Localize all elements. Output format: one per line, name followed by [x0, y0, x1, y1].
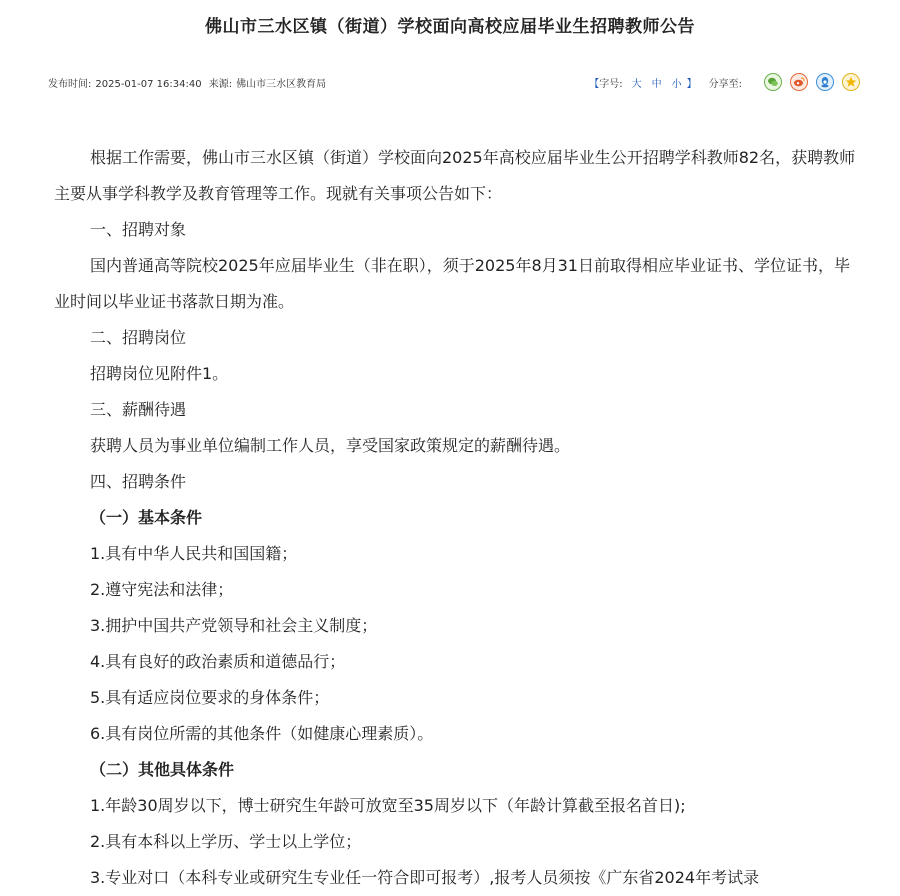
font-size-control — [589, 75, 696, 90]
list-item: 2.具有本科以上学历、学士以上学位； — [90, 832, 362, 851]
article-title: 佛山市三水区镇（街道）学校面向高校应届毕业生招聘教师公告 — [205, 17, 695, 37]
font-bracket-close: 】 — [686, 78, 697, 90]
subsection-heading: （一）基本条件 — [90, 508, 203, 527]
font-medium-button[interactable]: 中 — [651, 78, 662, 90]
article-toolbar — [589, 70, 860, 94]
font-small-button[interactable]: 小 — [671, 78, 682, 90]
qzone-icon[interactable] — [842, 73, 860, 91]
list-item: 3.拥护中国共产党领导和社会主义制度； — [90, 616, 378, 635]
list-item: 1.具有中华人民共和国国籍； — [90, 544, 298, 563]
wechat-icon[interactable] — [764, 73, 782, 91]
list-item: 5.具有适应岗位要求的身体条件； — [90, 688, 330, 707]
article-meta — [48, 75, 330, 90]
list-item: 6.具有岗位所需的其他条件（如健康心理素质）。 — [90, 724, 434, 743]
list-item: 3.专业对口（本科专业或研究生专业任一符合即可报考）,报考人员须按《广东省2024年考试录 — [90, 868, 760, 887]
qq-icon[interactable] — [816, 73, 834, 91]
share-label: 分享至: — [708, 78, 742, 90]
list-item: 1.年龄30周岁以下，博士研究生年龄可放宽至35周岁以下（年龄计算截至报名首日); — [90, 796, 686, 815]
source-name: 佛山市三水区教育局 — [236, 79, 327, 90]
section-heading: 一、招聘对象 — [90, 220, 187, 239]
subsection-heading: （二）其他具体条件 — [90, 760, 235, 779]
font-large-button[interactable]: 大 — [631, 78, 642, 90]
section-paragraph: 国内普通高等院校2025年应届毕业生（非在职），须于2025年8月31日前取得相应毕业证书、学位证书，毕业时间以毕业证书落款日期为准。 — [54, 256, 850, 311]
font-size-label: 字号: — [599, 78, 623, 90]
source-label: 来源: — [208, 79, 233, 90]
section-heading: 二、招聘岗位 — [90, 328, 187, 347]
section-heading: 三、薪酬待遇 — [90, 400, 187, 419]
list-item: 2.遵守宪法和法律； — [90, 580, 234, 599]
intro-paragraph: 根据工作需要，佛山市三水区镇（街道）学校面向2025年高校应届毕业生公开招聘学科教师82名，获聘教师主要从事学科教学及教育管理等工作。现就有关事项公告如下： — [54, 148, 856, 203]
section-paragraph: 获聘人员为事业单位编制工作人员，享受国家政策规定的薪酬待遇。 — [90, 436, 571, 455]
section-paragraph: 招聘岗位见附件1。 — [90, 364, 229, 383]
list-item: 4.具有良好的政治素质和道德品行； — [90, 652, 346, 671]
publish-time: 2025-01-07 16:34:40 — [95, 79, 202, 90]
weibo-icon[interactable] — [790, 73, 808, 91]
section-heading: 四、招聘条件 — [90, 472, 187, 491]
article-body — [54, 140, 864, 896]
publish-time-label: 发布时间: — [48, 79, 92, 90]
font-bracket-open: 【 — [589, 78, 600, 90]
